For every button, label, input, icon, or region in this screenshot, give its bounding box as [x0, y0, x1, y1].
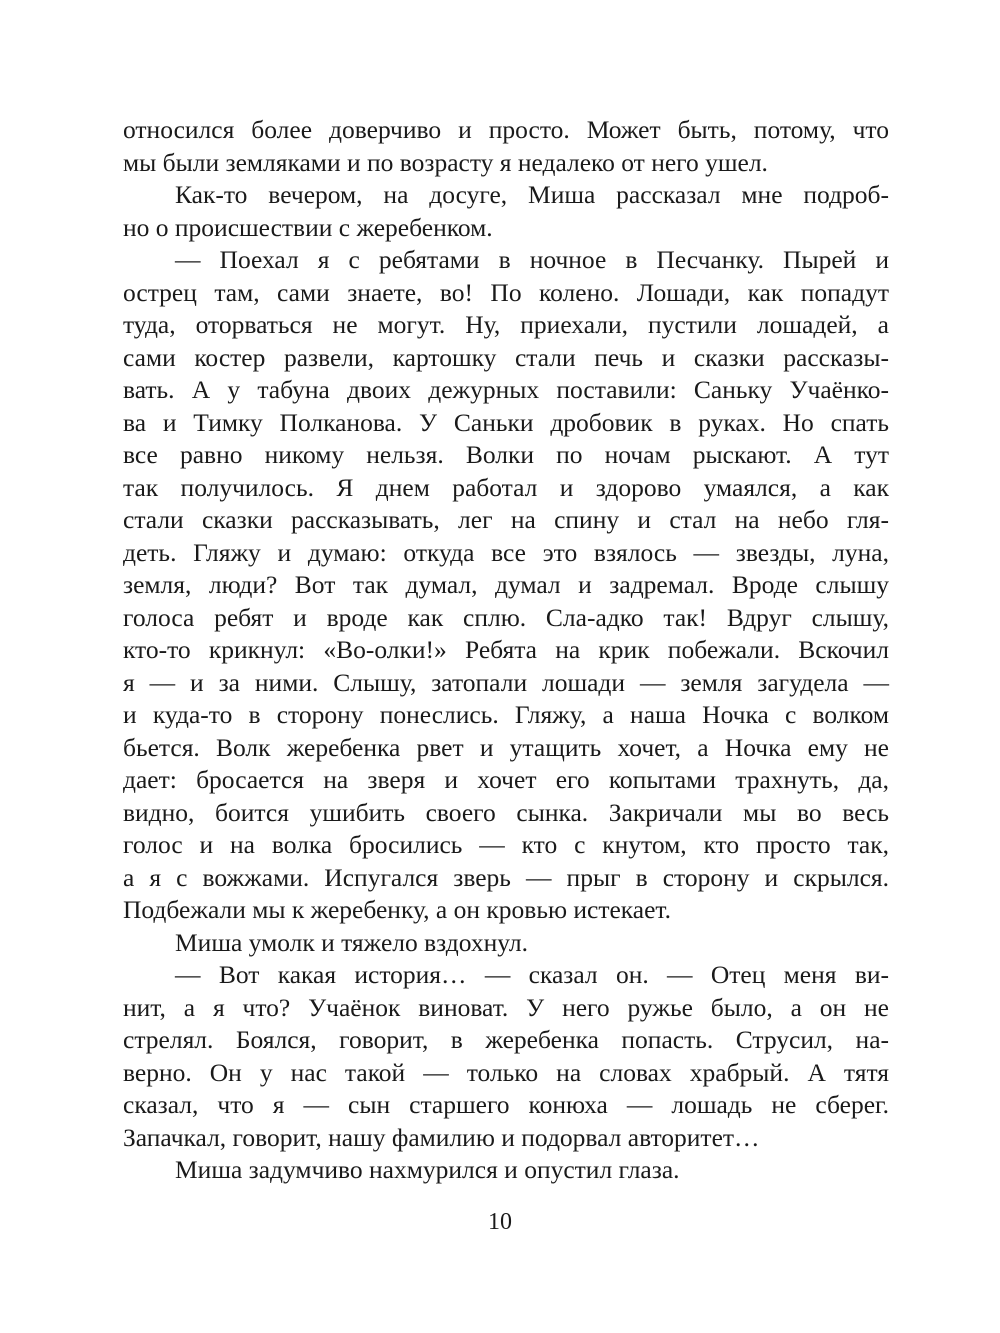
text-line: вать. А у табуна двоих дежурных поставили: Саньку Учаёнко-	[123, 375, 889, 404]
text-line: дает: бросается на зверя и хочет его копытами трахнуть, да,	[123, 765, 889, 794]
text-line: — Поехал я с ребятами в ночное в Песчанку. Пырей и	[175, 245, 889, 274]
body-text	[123, 114, 889, 1187]
text-line: Подбежали мы к жеребенку, а он кровью истекает.	[123, 895, 672, 924]
text-line: Миша умолк и тяжело вздохнул.	[175, 927, 528, 957]
text-line: Миша задумчиво нахмурился и опустил глаза.	[175, 1155, 680, 1184]
text-line: — Вот какая история… — сказал он. — Отец меня ви-	[175, 960, 889, 989]
text-line: а я с вожжами. Испугался зверь — прыг в сторону и скрылся.	[123, 862, 889, 892]
text-line: так получилось. Я днем работал и здорово умаялся, а как	[123, 472, 889, 502]
text-line: я — и за ними. Слышу, затопали лошади — земля загудела —	[123, 667, 889, 697]
text-line: все равно никому нельзя. Волки по ночам рыскают. А тут	[123, 440, 889, 469]
text-line: и куда-то в сторону понеслись. Гляжу, а наша Ночка с волком	[123, 700, 889, 729]
page-number: 10	[488, 1209, 512, 1235]
text-line: земля, люди? Вот так думал, думал и задремал. Вроде слышу	[123, 570, 889, 599]
text-line: стали сказки рассказывать, лег на спину и стал на небо гля-	[123, 505, 889, 534]
text-line: голос и на волка бросились — кто с кнутом, кто просто так,	[123, 830, 889, 859]
text-line: мы были земляками и по возрасту я недалеко от него ушел.	[123, 147, 768, 177]
text-line: кто-то крикнул: «Во-олки!» Ребята на крик побежали. Вскочил	[123, 635, 889, 664]
text-line: бьется. Волк жеребенка рвет и утащить хочет, а Ночка ему не	[123, 732, 889, 762]
text-line: Как-то вечером, на досуге, Миша рассказал мне подроб-	[175, 180, 889, 209]
text-line: но о происшествии с жеребенком.	[123, 212, 493, 242]
text-line: сами костер развели, картошку стали печь и сказки рассказы-	[123, 342, 889, 372]
text-line: видно, боится ушибить своего сынка. Закричали мы во весь	[123, 797, 889, 827]
text-line: острец там, сами знаете, во! По колено. Лошади, как попадут	[123, 277, 889, 307]
text-line: туда, оторваться не могут. Ну, приехали, пустили лошадей, а	[123, 310, 889, 339]
text-line: сказал, что я — сын старшего конюха — лошадь не сберег.	[123, 1090, 889, 1119]
text-line: относился более доверчиво и просто. Может быть, потому, что	[123, 115, 889, 144]
text-line: ва и Тимку Полканова. У Саньки дробовик в руках. Но спать	[123, 407, 889, 437]
text-line: верно. Он у нас такой — только на словах храбрый. А тятя	[123, 1057, 889, 1087]
text-line: стрелял. Боялся, говорит, в жеребенка попасть. Струсил, на-	[123, 1025, 889, 1054]
text-line: нит, а я что? Учаёнок виноват. У него ружье было, а он не	[123, 992, 889, 1022]
text-line: деть. Гляжу и думаю: откуда все это взялось — звезды, луна,	[123, 537, 889, 567]
text-line: голоса ребят и вроде как сплю. Сла-адко так! Вдруг слышу,	[123, 602, 889, 632]
text-line: Запачкал, говорит, нашу фамилию и подорвал авторитет…	[123, 1122, 760, 1152]
